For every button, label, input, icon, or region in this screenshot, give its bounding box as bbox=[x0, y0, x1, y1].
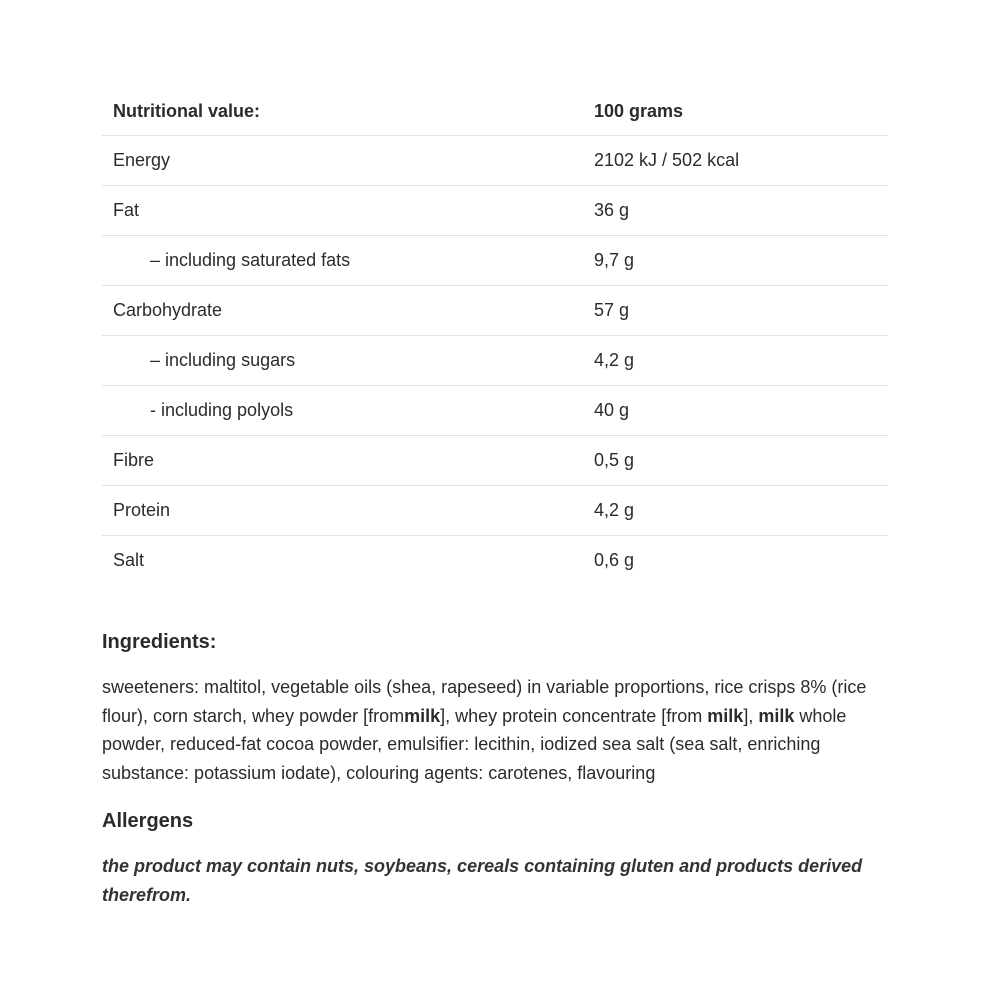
nutrient-name: – including sugars bbox=[102, 336, 583, 386]
allergen-highlight: milk bbox=[758, 705, 795, 726]
nutrient-value: 40 g bbox=[583, 386, 888, 436]
table-row bbox=[102, 486, 888, 536]
nutrient-value: 0,6 g bbox=[594, 550, 635, 570]
ingredients-text bbox=[102, 673, 892, 787]
nutrient-name: Energy bbox=[102, 136, 583, 186]
header-value: 100 grams bbox=[583, 88, 888, 136]
ingredients-heading: Ingredients: bbox=[102, 631, 217, 653]
ingredients-text-part: whole powder, reduced-fat cocoa powder, emulsifier: lecithin, iodized sea salt (sea salt, enriching substance: potassium iodate), colouring agents: carotenes, flavouring bbox=[102, 705, 847, 783]
table-row bbox=[102, 236, 888, 286]
header-name: Nutritional value: bbox=[102, 88, 583, 136]
nutrient-name: – including saturated fats bbox=[102, 236, 583, 286]
nutrient-name: Fibre bbox=[102, 436, 583, 486]
allergens-heading: Allergens bbox=[102, 810, 194, 832]
nutrient-name: Protein bbox=[102, 486, 583, 536]
table-row bbox=[102, 286, 888, 336]
table-row bbox=[102, 186, 888, 236]
nutrient-name: Fat bbox=[102, 186, 583, 236]
nutrient-value: 57 g bbox=[583, 286, 888, 336]
allergen-highlight: milk bbox=[707, 705, 744, 726]
table-header-row bbox=[102, 88, 888, 136]
nutrient-name: Salt bbox=[113, 550, 145, 570]
ingredients-text-part: ], bbox=[743, 705, 759, 726]
nutrient-name: - including polyols bbox=[102, 386, 583, 436]
nutrient-name: Carbohydrate bbox=[102, 286, 583, 336]
nutrition-table bbox=[102, 88, 888, 585]
nutrient-value: 2102 kJ / 502 kcal bbox=[583, 136, 888, 186]
ingredients-text-part: sweeteners: maltitol, vegetable oils (shea, rapeseed) in variable proportions, rice crisps 8% (rice flour), corn starch, whey powder [from bbox=[102, 677, 867, 726]
allergen-highlight: milk bbox=[404, 705, 441, 726]
nutrient-value: 36 g bbox=[583, 186, 888, 236]
table-row bbox=[102, 136, 888, 186]
table-row bbox=[102, 336, 888, 386]
allergens-text: the product may contain nuts, soybeans, cereals containing gluten and products derived therefrom. bbox=[102, 856, 863, 905]
ingredients-text-part: ], whey protein concentrate [from bbox=[440, 705, 708, 726]
nutrient-value: 0,5 g bbox=[583, 436, 888, 486]
nutrient-value: 4,2 g bbox=[583, 336, 888, 386]
table-row bbox=[102, 436, 888, 486]
table-row bbox=[102, 386, 888, 436]
table-row bbox=[102, 536, 888, 586]
nutrient-value: 4,2 g bbox=[583, 486, 888, 536]
nutrient-value: 9,7 g bbox=[583, 236, 888, 286]
